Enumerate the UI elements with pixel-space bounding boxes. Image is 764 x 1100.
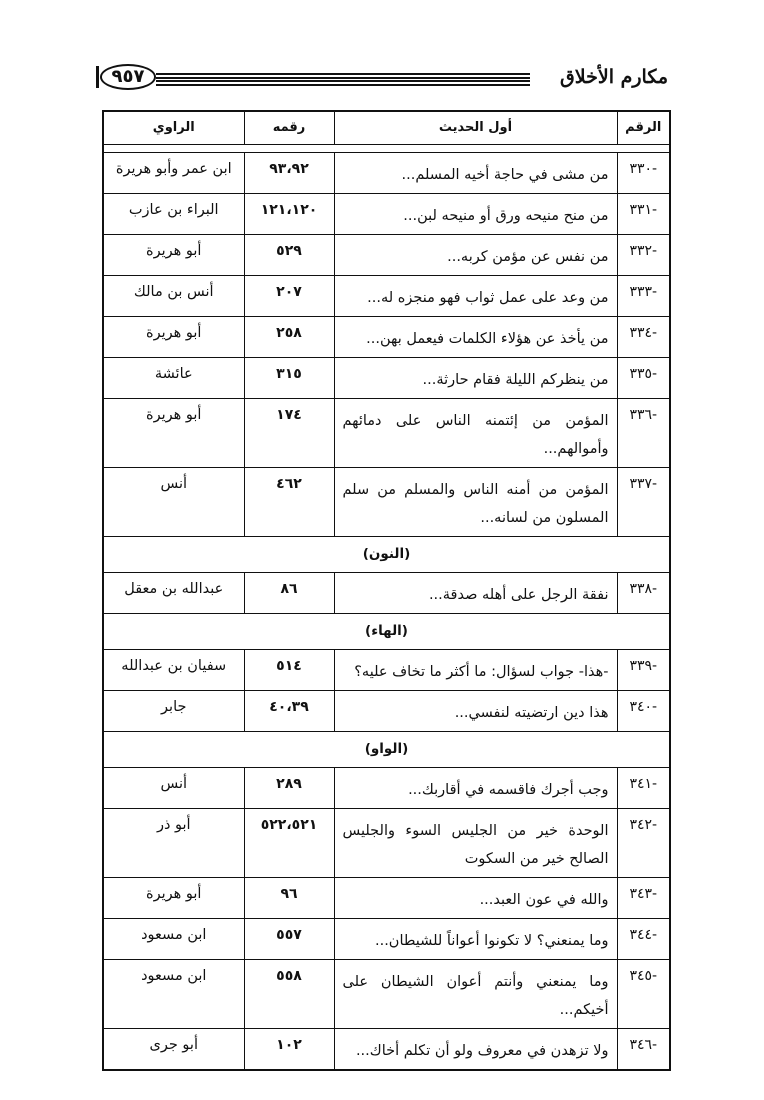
hadith-narrator: عبدالله بن معقل bbox=[103, 572, 244, 613]
hadith-reference: ١٠٢ bbox=[244, 1028, 334, 1070]
hadith-text: المؤمن من إئتمنه الناس على دمائهم وأموالهم... bbox=[334, 398, 617, 467]
hadith-narrator: ابن مسعود bbox=[103, 959, 244, 1028]
hadith-reference: ٥٢٩ bbox=[244, 234, 334, 275]
table-row bbox=[103, 959, 670, 1028]
section-heading: (النون) bbox=[103, 536, 670, 572]
table-row bbox=[103, 275, 670, 316]
hadith-narrator: أبو هريرة bbox=[103, 234, 244, 275]
hadith-reference: ٣١٥ bbox=[244, 357, 334, 398]
table-row bbox=[103, 649, 670, 690]
hadith-reference: ٩٣،٩٢ bbox=[244, 152, 334, 193]
hadith-number: -٣٣٣ bbox=[617, 275, 670, 316]
hadith-number: -٣٣٩ bbox=[617, 649, 670, 690]
table-row bbox=[103, 918, 670, 959]
section-heading: (الهاء) bbox=[103, 613, 670, 649]
hadith-number: -٣٤٣ bbox=[617, 877, 670, 918]
hadith-text: وما يمنعني؟ لا تكونوا أعواناً للشيطان... bbox=[334, 918, 617, 959]
table-row bbox=[103, 467, 670, 536]
hadith-number: -٣٣٢ bbox=[617, 234, 670, 275]
hadith-text: الوحدة خير من الجليس السوء والجليس الصالح خير من السكوت bbox=[334, 808, 617, 877]
table-row bbox=[103, 877, 670, 918]
hadith-text: المؤمن من أمنه الناس والمسلم من سلم المسلون من لسانه... bbox=[334, 467, 617, 536]
hadith-number: -٣٤٥ bbox=[617, 959, 670, 1028]
hadith-narrator: أنس bbox=[103, 767, 244, 808]
header-bar-mark bbox=[96, 66, 99, 88]
hadith-narrator: سفيان بن عبدالله bbox=[103, 649, 244, 690]
hadith-text: وجب أجرك فاقسمه في أقاربك... bbox=[334, 767, 617, 808]
hadith-narrator: أنس بن مالك bbox=[103, 275, 244, 316]
table-header-row bbox=[103, 111, 670, 144]
hadith-text: من منح منيحه ورق أو منيحه لبن... bbox=[334, 193, 617, 234]
page-number: ٩٥٧ bbox=[111, 66, 145, 87]
col-header-reference: رقمه bbox=[244, 111, 334, 144]
hadith-reference: ٥١٤ bbox=[244, 649, 334, 690]
table-row bbox=[103, 357, 670, 398]
hadith-narrator: البراء بن عازب bbox=[103, 193, 244, 234]
hadith-number: -٣٣٨ bbox=[617, 572, 670, 613]
hadith-text: والله في عون العبد... bbox=[334, 877, 617, 918]
hadith-text: وما يمنعني وأنتم أعوان الشيطان على أخيكم... bbox=[334, 959, 617, 1028]
hadith-number: -٣٤١ bbox=[617, 767, 670, 808]
hadith-text: من مشى في حاجة أخيه المسلم... bbox=[334, 152, 617, 193]
hadith-number: -٣٤٠ bbox=[617, 690, 670, 731]
hadith-reference: ٥٥٧ bbox=[244, 918, 334, 959]
table-body bbox=[103, 144, 670, 1070]
header-rule-bottom bbox=[156, 80, 530, 86]
hadith-text: نفقة الرجل على أهله صدقة... bbox=[334, 572, 617, 613]
hadith-narrator: أبو جرى bbox=[103, 1028, 244, 1070]
table-row bbox=[103, 398, 670, 467]
hadith-narrator: جابر bbox=[103, 690, 244, 731]
hadith-number: -٣٤٤ bbox=[617, 918, 670, 959]
hadith-narrator: ابن عمر وأبو هريرة bbox=[103, 152, 244, 193]
hadith-reference: ٥٥٨ bbox=[244, 959, 334, 1028]
hadith-number: -٣٣٦ bbox=[617, 398, 670, 467]
hadith-index-table bbox=[102, 110, 671, 1071]
hadith-number: -٣٤٦ bbox=[617, 1028, 670, 1070]
hadith-number: -٣٣٥ bbox=[617, 357, 670, 398]
table-row bbox=[103, 234, 670, 275]
hadith-number: -٣٣٤ bbox=[617, 316, 670, 357]
hadith-text: من نفس عن مؤمن كربه... bbox=[334, 234, 617, 275]
hadith-text: ولا تزهدن في معروف ولو أن تكلم أخاك... bbox=[334, 1028, 617, 1070]
hadith-text: من ينظركم الليلة فقام حارثة... bbox=[334, 357, 617, 398]
hadith-reference: ٥٢٢،٥٢١ bbox=[244, 808, 334, 877]
hadith-narrator: أنس bbox=[103, 467, 244, 536]
hadith-reference: ١٢١،١٢٠ bbox=[244, 193, 334, 234]
hadith-narrator: أبو هريرة bbox=[103, 316, 244, 357]
hadith-narrator: أبو هريرة bbox=[103, 398, 244, 467]
table-row bbox=[103, 572, 670, 613]
hadith-text: -هذا- جواب لسؤال: ما أكثر ما تخاف عليه؟ bbox=[334, 649, 617, 690]
hadith-narrator: أبو ذر bbox=[103, 808, 244, 877]
hadith-number: -٣٣٠ bbox=[617, 152, 670, 193]
spacer-row bbox=[103, 144, 670, 152]
hadith-reference: ٩٦ bbox=[244, 877, 334, 918]
hadith-text: هذا دين ارتضيته لنفسي... bbox=[334, 690, 617, 731]
hadith-narrator: عائشة bbox=[103, 357, 244, 398]
table-row bbox=[103, 1028, 670, 1070]
hadith-narrator: ابن مسعود bbox=[103, 918, 244, 959]
table-row bbox=[103, 316, 670, 357]
hadith-reference: ٤٦٢ bbox=[244, 467, 334, 536]
hadith-text: من وعد على عمل ثواب فهو منجزه له... bbox=[334, 275, 617, 316]
col-header-number: الرقم bbox=[617, 111, 670, 144]
book-title: مكارم الأخلاق bbox=[560, 66, 668, 88]
table-row bbox=[103, 152, 670, 193]
col-header-narrator: الراوي bbox=[103, 111, 244, 144]
page-header bbox=[98, 64, 668, 94]
section-row bbox=[103, 731, 670, 767]
hadith-number: -٣٤٢ bbox=[617, 808, 670, 877]
hadith-number: -٣٣١ bbox=[617, 193, 670, 234]
hadith-reference: ٢٨٩ bbox=[244, 767, 334, 808]
hadith-number: -٣٣٧ bbox=[617, 467, 670, 536]
hadith-reference: ٢٥٨ bbox=[244, 316, 334, 357]
hadith-reference: ٨٦ bbox=[244, 572, 334, 613]
table-row bbox=[103, 808, 670, 877]
col-header-hadith-start: أول الحديث bbox=[334, 111, 617, 144]
hadith-text: من يأخذ عن هؤلاء الكلمات فيعمل بهن... bbox=[334, 316, 617, 357]
header-rule-top bbox=[156, 73, 530, 79]
section-row bbox=[103, 613, 670, 649]
table-row bbox=[103, 767, 670, 808]
table-row bbox=[103, 193, 670, 234]
table-row bbox=[103, 690, 670, 731]
hadith-reference: ٢٠٧ bbox=[244, 275, 334, 316]
section-heading: (الواو) bbox=[103, 731, 670, 767]
section-row bbox=[103, 536, 670, 572]
hadith-narrator: أبو هريرة bbox=[103, 877, 244, 918]
hadith-reference: ٤٠،٣٩ bbox=[244, 690, 334, 731]
hadith-reference: ١٧٤ bbox=[244, 398, 334, 467]
